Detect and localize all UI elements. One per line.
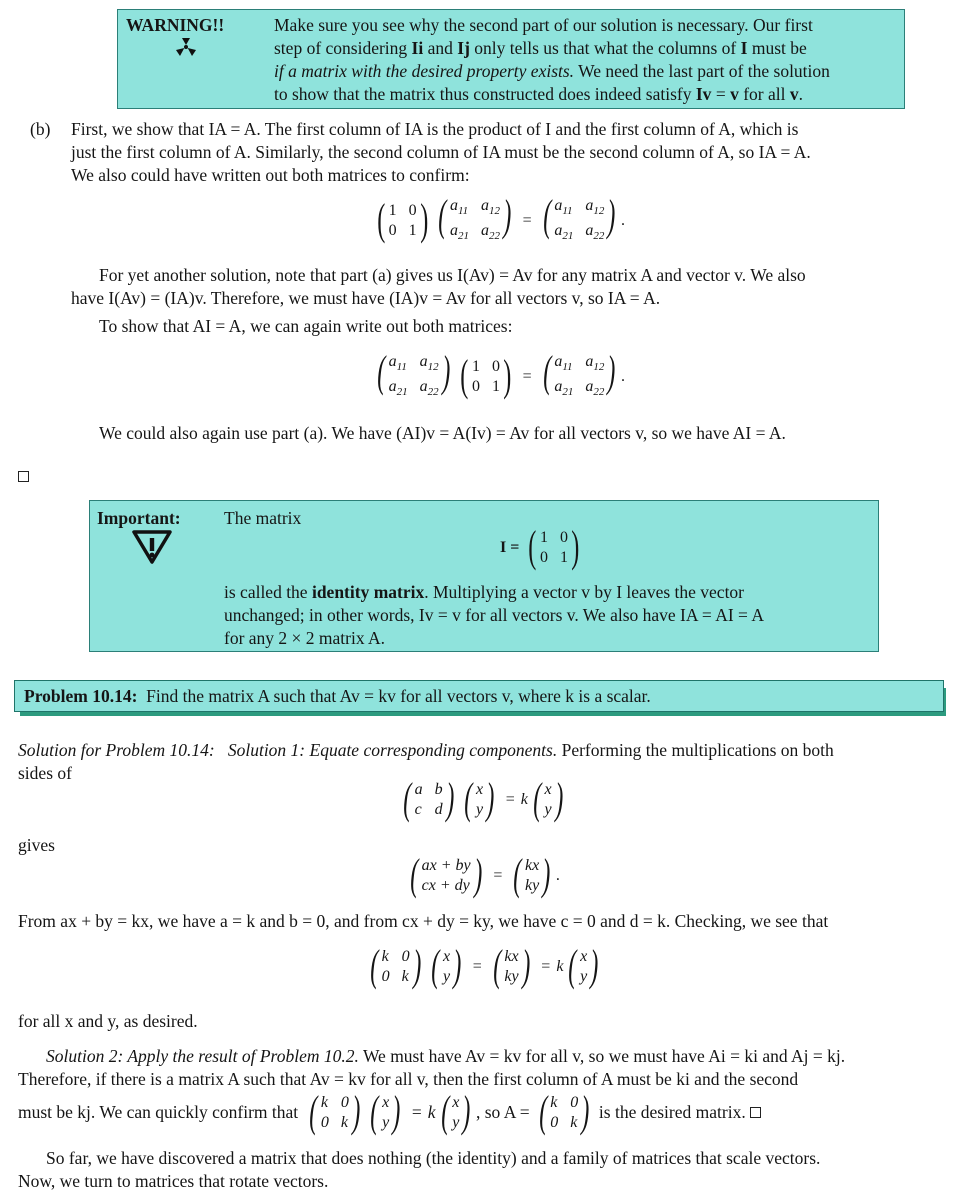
important-label: Important: (97, 508, 181, 528)
part-b-line-2: just the first column of A. Similarly, the second column of IA must be the second column of A, so IA = A. (71, 142, 811, 162)
equation-ia: ( 1 0 0 1 ) ( $a_{11}$ $a_{12}$ $a_{21}$ $a_{22}$ ) = ( $a_{11}$ $a_{12}$ $a_{21}$ $a_{22}$ ) . (372, 194, 625, 246)
part-b-line-1: First, we show that IA = A. The first column of IA is the product of I and the first column of A, which is (71, 119, 799, 139)
warning-line-3: if a matrix with the desired property exists. We need the last part of the solution (274, 61, 830, 81)
warning-line-2: step of considering Ii and Ij only tells us that what the columns of I must be (274, 38, 807, 58)
warning-label: WARNING!! (126, 15, 225, 35)
solution-line-2: sides of (18, 763, 72, 783)
problem-statement: Problem 10.14: Find the matrix A such that Av = kv for all vectors v, where k is a scalar. (24, 686, 651, 706)
warning-line-4: to show that the matrix thus constructed does indeed satisfy Iv = v for all v. (274, 84, 803, 104)
solution-2-line-2: Therefore, if there is a matrix A such that Av = kv for all v, then the first column of A must be ki and the second (18, 1069, 799, 1089)
solution-line-4: for all x and y, as desired. (18, 1011, 198, 1031)
closing-line-2: Now, we turn to matrices that rotate vectors. (18, 1171, 329, 1191)
part-b-label: (b) (30, 119, 51, 139)
important-box (89, 500, 879, 652)
matrix-identity: ( 1 0 0 1 ) (377, 195, 429, 245)
equation-product: ( ax + by cx + dy ) = ( kx ky ) . (410, 850, 560, 899)
matrix-a-result: ( $a_{11}$ $a_{12}$ $a_{21}$ $a_{22}$ ) (542, 191, 616, 243)
equation-check: ( k 0 0 k ) ( x y ) = ( kx ky ) = k ( x y ) (370, 941, 599, 990)
matrix-a: ( $a_{11}$ $a_{12}$ $a_{21}$ $a_{22}$ ) (438, 191, 512, 243)
important-text-2: is called the identity matrix. Multiplying a vector v by I leaves the vector (224, 582, 745, 602)
warning-line-1: Make sure you see why the second part of our solution is necessary. Our first (274, 15, 813, 35)
important-text-3: unchanged; in other words, Iv = v for all vectors v. We also have IA = AI = A (224, 605, 764, 625)
solution-gives: gives (18, 835, 55, 855)
identity-equation: I = ( 1 0 0 1 ) (500, 522, 580, 571)
solution-2-line-1: Solution 2: Apply the result of Problem 10.2. We must have Av = kv for all v, so we must have Ai = ki and Aj = kj. (46, 1046, 846, 1066)
solution-heading: Solution for Problem 10.14: Solution 1: Equate corresponding components. Performing the multiplications on both (18, 740, 834, 760)
qed-box-1 (18, 464, 29, 487)
part-b-line-5: have I(Av) = (IA)v. Therefore, we must have (IA)v = Av for all vectors v, so IA = A. (71, 288, 661, 308)
solution-line-3: From ax + by = kx, we have a = k and b = 0, and from cx + dy = ky, we have c = 0 and d = k. Checking, we see that (18, 911, 829, 931)
part-b-line-3: We also could have written out both matrices to confirm: (71, 165, 470, 185)
equation-general: ( a b c d ) ( x y ) = k ( x y ) (403, 774, 563, 823)
part-b-line-7: We could also again use part (a). We have (AI)v = A(Iv) = Av for all vectors v, so we have AI = A. (99, 423, 786, 443)
solution-2-line-3: must be kj. We can quickly confirm that ( k 0 0 k ) ( x y ) = k ( x y ) , so A = ( k 0 0 k ) is the desired matrix. (18, 1090, 761, 1134)
part-b-line-6: To show that AI = A, we can again write out both matrices: (99, 316, 513, 336)
important-text-1: The matrix (224, 508, 302, 528)
exclamation-triangle-icon (130, 528, 174, 566)
equation-ai: ( $a_{11}$ $a_{12}$ $a_{21}$ $a_{22}$ ) ( 1 0 0 1 ) = ( $a_{11}$ $a_{12}$ $a_{21}$ $a_{22}$ ) . (377, 347, 625, 401)
part-b-line-4: For yet another solution, note that part (a) gives us I(Av) = Av for any matrix A and vector v. We also (99, 265, 806, 285)
radiation-icon (176, 38, 196, 56)
important-text-4: for any 2 × 2 matrix A. (224, 628, 386, 648)
closing-line-1: So far, we have discovered a matrix that does nothing (the identity) and a family of matrices that scale vectors. (46, 1148, 821, 1168)
qed-box-2 (750, 1107, 761, 1118)
